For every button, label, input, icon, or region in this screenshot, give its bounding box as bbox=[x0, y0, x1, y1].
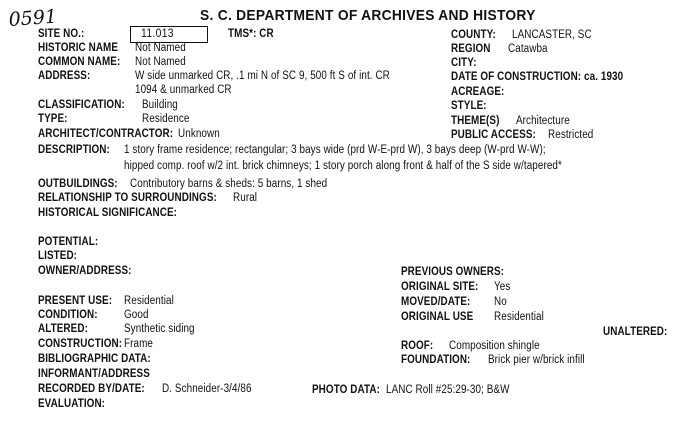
original-use-label: ORIGINAL USE bbox=[401, 311, 474, 323]
condition-label: CONDITION: bbox=[38, 309, 98, 321]
themes-label: THEME(S) bbox=[451, 115, 500, 127]
moved-date-value: No bbox=[494, 296, 507, 308]
city-label: CITY: bbox=[451, 57, 477, 69]
listed-label: LISTED: bbox=[38, 250, 78, 262]
foundation-value: Brick pier w/brick infill bbox=[488, 354, 585, 366]
site-no-label: SITE NO.: bbox=[38, 28, 85, 40]
description-label: DESCRIPTION: bbox=[38, 144, 110, 156]
type-value: Residence bbox=[142, 113, 190, 125]
county-label: COUNTY: bbox=[451, 29, 496, 41]
foundation-label: FOUNDATION: bbox=[401, 354, 471, 366]
condition-value: Good bbox=[124, 309, 149, 321]
architect-label: ARCHITECT/CONTRACTOR: bbox=[38, 128, 174, 140]
description-line-1: 1 story frame residence; rectangular; 3 bays wide (prd W-E-prd W), 3 bays deep (W-prd W-W); bbox=[124, 144, 546, 156]
photo-value: LANC Roll #25:29-30; B&W bbox=[386, 384, 510, 396]
original-site-value: Yes bbox=[494, 281, 511, 293]
recorded-label: RECORDED BY/DATE: bbox=[38, 383, 145, 395]
historic-name-label: HISTORIC NAME bbox=[38, 42, 119, 54]
unaltered-label: UNALTERED: bbox=[603, 326, 668, 338]
altered-value: Synthetic siding bbox=[124, 323, 195, 335]
present-use-label: PRESENT USE: bbox=[38, 295, 113, 307]
relationship-value: Rural bbox=[233, 192, 258, 204]
address-label: ADDRESS: bbox=[38, 70, 91, 82]
altered-label: ALTERED: bbox=[38, 323, 88, 335]
historic-name-value: Not Named bbox=[135, 42, 186, 54]
address-line-2: 1094 & unmarked CR bbox=[135, 84, 232, 96]
evaluation-label: EVALUATION: bbox=[38, 398, 106, 410]
acreage-label: ACREAGE: bbox=[451, 86, 505, 98]
region-value: Catawba bbox=[508, 43, 548, 55]
style-label: STYLE: bbox=[451, 100, 487, 112]
present-use-value: Residential bbox=[124, 295, 174, 307]
tms-label: TMS*: CR bbox=[228, 28, 274, 40]
bibliographic-label: BIBLIOGRAPHIC DATA: bbox=[38, 353, 151, 365]
informant-label: INFORMANT/ADDRESS bbox=[38, 368, 150, 380]
date-of-construction: DATE OF CONSTRUCTION: ca. 1930 bbox=[451, 71, 624, 83]
common-name-label: COMMON NAME: bbox=[38, 56, 121, 68]
description-line-2: hipped comp. roof w/2 int. brick chimneys; 1 story porch along front & half of the S side w/tapered* bbox=[124, 160, 562, 172]
public-access-label: PUBLIC ACCESS: bbox=[451, 129, 536, 141]
previous-owners-label: PREVIOUS OWNERS: bbox=[401, 266, 505, 278]
classification-value: Building bbox=[142, 99, 178, 111]
construction-value: Frame bbox=[124, 338, 154, 350]
roof-value: Composition shingle bbox=[449, 340, 540, 352]
county-value: LANCASTER, SC bbox=[512, 29, 592, 41]
significance-label: HISTORICAL SIGNIFICANCE: bbox=[38, 207, 178, 219]
page-title: S. C. DEPARTMENT OF ARCHIVES AND HISTORY bbox=[200, 7, 536, 24]
moved-date-label: MOVED/DATE: bbox=[401, 296, 471, 308]
page-number: 0591 bbox=[7, 5, 58, 31]
construction-label: CONSTRUCTION: bbox=[38, 338, 123, 350]
outbuildings-label: OUTBUILDINGS: bbox=[38, 178, 118, 190]
themes-value: Architecture bbox=[516, 115, 570, 127]
original-site-label: ORIGINAL SITE: bbox=[401, 281, 479, 293]
architect-value: Unknown bbox=[178, 128, 220, 140]
owner-label: OWNER/ADDRESS: bbox=[38, 265, 132, 277]
type-label: TYPE: bbox=[38, 113, 68, 125]
relationship-label: RELATIONSHIP TO SURROUNDINGS: bbox=[38, 192, 217, 204]
potential-label: POTENTIAL: bbox=[38, 236, 99, 248]
classification-label: CLASSIFICATION: bbox=[38, 99, 125, 111]
address-line-1: W side unmarked CR, .1 mi N of SC 9, 500 ft S of int. CR bbox=[135, 70, 390, 82]
outbuildings-value: Contributory barns & sheds: 5 barns, 1 shed bbox=[130, 178, 328, 190]
site-no-value: 11.013 bbox=[141, 26, 174, 40]
public-access-value: Restricted bbox=[548, 129, 594, 141]
original-use-value: Residential bbox=[494, 311, 544, 323]
photo-label: PHOTO DATA: bbox=[312, 384, 380, 396]
common-name-value: Not Named bbox=[135, 56, 186, 68]
roof-label: ROOF: bbox=[401, 340, 434, 352]
recorded-value: D. Schneider-3/4/86 bbox=[162, 383, 252, 395]
region-label: REGION bbox=[451, 43, 491, 55]
